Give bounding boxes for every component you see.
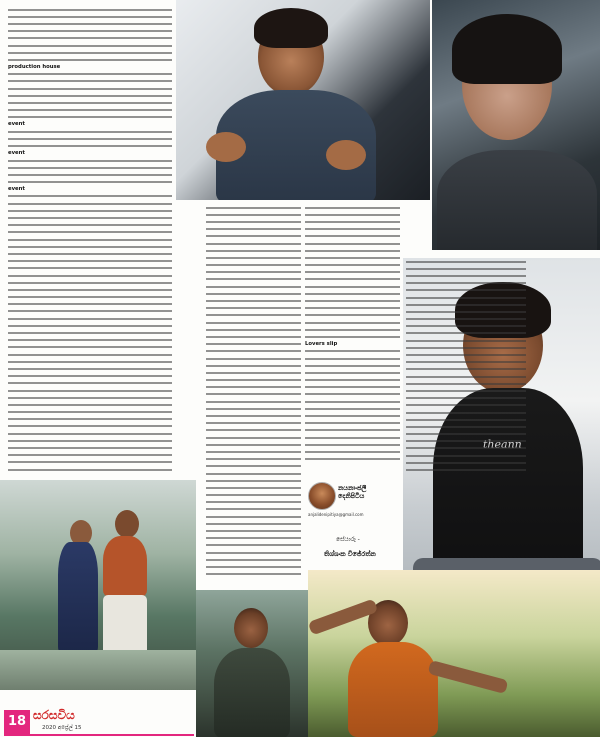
photo-actor-portrait-top: [176, 0, 430, 200]
photo-couple-by-river: [0, 480, 196, 690]
author-name: නයනාංජලී දෙනිපිටිය: [338, 484, 367, 500]
author-avatar: [308, 482, 336, 510]
photo-actor-forest: [196, 590, 308, 737]
article-column-2: [206, 204, 301, 584]
article-column-4: [406, 258, 526, 478]
page-number: 18: [4, 710, 30, 734]
magazine-brand: සරසවිය: [33, 708, 75, 722]
inline-latin-word: event: [8, 185, 25, 192]
inline-latin-word: Lovers slip: [305, 340, 338, 347]
footer-accent-bar: [4, 734, 194, 736]
photo-actress-phone: [432, 0, 600, 250]
photo-credit-label: සේයාරූ -: [336, 536, 360, 543]
author-byline: [306, 480, 402, 580]
issue-date: 2020 අප්‍රේල් 15: [42, 725, 82, 731]
article-column-1: [8, 6, 172, 476]
photo-actor-outdoor-pose: [308, 570, 600, 737]
author-email: anjalidenipitiya@gmail.com: [308, 512, 364, 517]
inline-latin-word: event: [8, 149, 25, 156]
article-column-3: [305, 204, 400, 480]
photo-credit-name: තිශ්ශංක විජේරත්න: [324, 550, 376, 558]
inline-latin-word: production house: [8, 63, 61, 70]
inline-latin-word: event: [8, 121, 25, 127]
